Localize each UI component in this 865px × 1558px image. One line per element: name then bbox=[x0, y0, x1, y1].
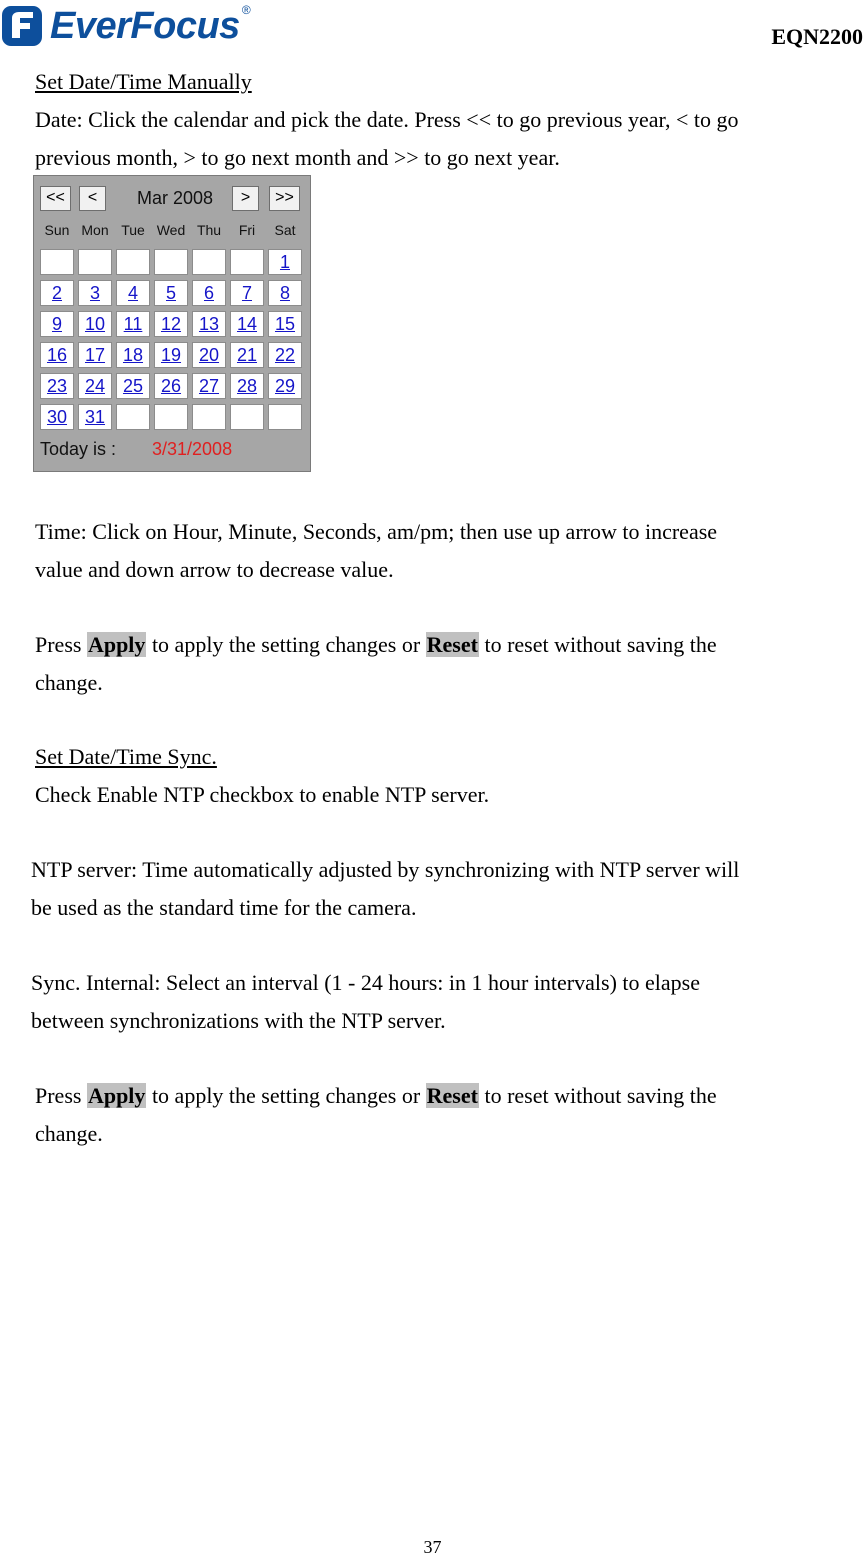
calendar-empty-cell bbox=[78, 249, 112, 275]
calendar-month-label: Mar 2008 bbox=[136, 188, 214, 208]
calendar-day[interactable] bbox=[268, 373, 302, 399]
calendar-day[interactable] bbox=[154, 342, 188, 368]
prev-year-button[interactable]: << bbox=[40, 186, 71, 211]
calendar-empty-cell bbox=[40, 249, 74, 275]
today-value[interactable]: 3/31/2008 bbox=[152, 439, 233, 459]
calendar-day[interactable] bbox=[268, 280, 302, 306]
calendar-day-number: 1 bbox=[279, 252, 290, 272]
calendar-day[interactable] bbox=[78, 280, 112, 306]
date-instructions-line2: previous month, > to go next month and >> to go next year. bbox=[35, 145, 560, 170]
calendar-day[interactable] bbox=[78, 373, 112, 399]
calendar-day-number: 10 bbox=[84, 314, 106, 334]
calendar-day-number: 14 bbox=[236, 314, 258, 334]
weekday-header: Wed bbox=[156, 222, 186, 238]
calendar-day-number: 29 bbox=[274, 376, 296, 396]
calendar-day[interactable] bbox=[40, 311, 74, 337]
calendar-day[interactable] bbox=[154, 373, 188, 399]
calendar-day-number: 9 bbox=[51, 314, 62, 334]
everfocus-logo bbox=[0, 2, 251, 50]
calendar-day-number: 17 bbox=[84, 345, 106, 365]
calendar-day[interactable] bbox=[230, 373, 264, 399]
section-title-sync: Set Date/Time Sync. bbox=[35, 744, 217, 769]
calendar-day-number: 6 bbox=[203, 283, 214, 303]
apply-keyword: Apply bbox=[87, 1083, 146, 1108]
calendar-day-number: 15 bbox=[274, 314, 296, 334]
calendar-day-number: 18 bbox=[122, 345, 144, 365]
calendar-day[interactable] bbox=[116, 373, 150, 399]
registered-mark: ® bbox=[241, 3, 251, 17]
calendar-day-number: 3 bbox=[89, 283, 100, 303]
time-instructions-line2: value and down arrow to decrease value. bbox=[35, 557, 394, 582]
calendar-day[interactable] bbox=[78, 342, 112, 368]
calendar-empty-cell bbox=[192, 404, 226, 430]
calendar-day[interactable] bbox=[40, 373, 74, 399]
everfocus-logo-mark-icon bbox=[0, 4, 44, 48]
calendar-day-number: 2 bbox=[51, 283, 62, 303]
apply-note-prefix: Press bbox=[35, 1083, 87, 1108]
sync-enable-instruction: Check Enable NTP checkbox to enable NTP server. bbox=[35, 782, 490, 807]
weekday-header: Tue bbox=[121, 222, 145, 238]
calendar-empty-cell bbox=[268, 404, 302, 430]
apply-keyword: Apply bbox=[87, 632, 146, 657]
ntp-description-line1: NTP server: Time automatically adjusted by synchronizing with NTP server will bbox=[31, 857, 740, 882]
calendar-day[interactable] bbox=[192, 280, 226, 306]
reset-keyword: Reset bbox=[426, 1083, 478, 1108]
calendar-empty-cell bbox=[116, 249, 150, 275]
apply-note-middle: to apply the setting changes or bbox=[146, 1083, 426, 1108]
apply-note-suffix: to reset without saving the bbox=[478, 1083, 717, 1108]
prev-month-button[interactable]: < bbox=[79, 186, 106, 211]
today-label: Today is : bbox=[40, 439, 117, 459]
calendar-day-number: 13 bbox=[198, 314, 220, 334]
calendar-day[interactable] bbox=[78, 311, 112, 337]
next-year-button[interactable]: >> bbox=[269, 186, 300, 211]
calendar-empty-cell bbox=[154, 249, 188, 275]
apply-note-line2: change. bbox=[35, 670, 103, 695]
calendar-day-number: 24 bbox=[84, 376, 106, 396]
weekday-header: Thu bbox=[196, 222, 222, 238]
calendar-day[interactable] bbox=[192, 373, 226, 399]
apply-note-line1 bbox=[35, 626, 717, 663]
calendar-day-number: 8 bbox=[279, 283, 290, 303]
calendar-day[interactable] bbox=[268, 311, 302, 337]
apply-note-prefix: Press bbox=[35, 632, 87, 657]
weekday-header: Mon bbox=[81, 222, 109, 238]
calendar-day-number: 7 bbox=[241, 283, 252, 303]
calendar-day-number: 11 bbox=[123, 314, 143, 334]
calendar-day[interactable] bbox=[116, 280, 150, 306]
calendar-day-number: 4 bbox=[127, 283, 138, 303]
calendar-day-number: 28 bbox=[236, 376, 258, 396]
page-number: 37 bbox=[423, 1537, 442, 1557]
calendar-day[interactable] bbox=[40, 404, 74, 430]
calendar-day-number: 20 bbox=[198, 345, 220, 365]
brand-name: EverFocus bbox=[50, 4, 240, 47]
calendar-day[interactable] bbox=[192, 342, 226, 368]
weekday-header: Fri bbox=[238, 222, 256, 238]
calendar-day-number: 25 bbox=[122, 376, 144, 396]
model-name: EQN2200 bbox=[771, 24, 863, 49]
calendar-day-number: 21 bbox=[236, 345, 258, 365]
calendar-day[interactable] bbox=[230, 280, 264, 306]
apply-note-middle: to apply the setting changes or bbox=[146, 632, 426, 657]
calendar-day[interactable] bbox=[40, 342, 74, 368]
apply-note-suffix: to reset without saving the bbox=[478, 632, 717, 657]
calendar-day-number: 5 bbox=[165, 283, 176, 303]
weekday-header: Sat bbox=[274, 222, 296, 238]
calendar-day-number: 19 bbox=[160, 345, 182, 365]
calendar-day[interactable] bbox=[116, 342, 150, 368]
sync-interval-line2: between synchronizations with the NTP server. bbox=[31, 1008, 446, 1033]
calendar-day[interactable] bbox=[154, 311, 188, 337]
section-title-manual: Set Date/Time Manually bbox=[35, 69, 252, 94]
calendar-day[interactable] bbox=[154, 280, 188, 306]
calendar-day-number: 31 bbox=[84, 407, 106, 427]
calendar-day[interactable] bbox=[116, 311, 150, 337]
calendar-day-number: 23 bbox=[46, 376, 68, 396]
calendar-empty-cell bbox=[230, 404, 264, 430]
calendar-day-number: 26 bbox=[160, 376, 182, 396]
calendar-day[interactable] bbox=[230, 311, 264, 337]
calendar-day[interactable] bbox=[192, 311, 226, 337]
calendar-day[interactable] bbox=[268, 342, 302, 368]
calendar-day-number: 30 bbox=[46, 407, 68, 427]
apply-note-line1-repeat bbox=[35, 1077, 717, 1114]
calendar-day[interactable] bbox=[268, 249, 302, 275]
calendar-day-number: 16 bbox=[46, 345, 68, 365]
next-month-button[interactable]: > bbox=[232, 186, 259, 211]
reset-keyword: Reset bbox=[426, 632, 478, 657]
calendar-day[interactable] bbox=[40, 280, 74, 306]
calendar-day-number: 22 bbox=[274, 345, 296, 365]
calendar-empty-cell bbox=[230, 249, 264, 275]
ntp-description-line2: be used as the standard time for the camera. bbox=[31, 895, 417, 920]
date-instructions-line1: Date: Click the calendar and pick the date. Press << to go previous year, < to go bbox=[35, 107, 739, 132]
time-instructions-line1: Time: Click on Hour, Minute, Seconds, am/pm; then use up arrow to increase bbox=[35, 519, 718, 544]
sync-interval-line1: Sync. Internal: Select an interval (1 - 24 hours: in 1 hour intervals) to elapse bbox=[31, 970, 700, 995]
calendar-empty-cell bbox=[192, 249, 226, 275]
calendar-widget bbox=[33, 175, 311, 472]
calendar-day-number: 12 bbox=[160, 314, 182, 334]
weekday-header: Sun bbox=[44, 222, 70, 238]
calendar-empty-cell bbox=[116, 404, 150, 430]
apply-note-line2-repeat: change. bbox=[35, 1121, 103, 1146]
calendar-empty-cell bbox=[154, 404, 188, 430]
calendar-day[interactable] bbox=[78, 404, 112, 430]
calendar-day[interactable] bbox=[230, 342, 264, 368]
calendar-day-number: 27 bbox=[198, 376, 220, 396]
